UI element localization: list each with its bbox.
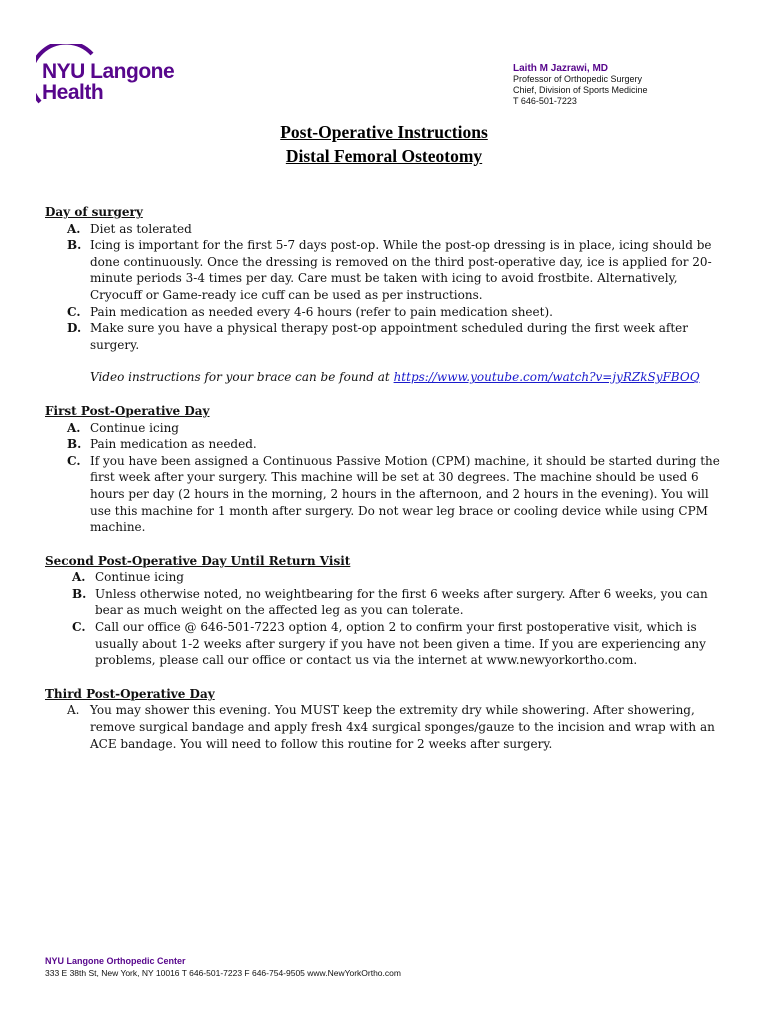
document-subtitle: Distal Femoral Osteotomy <box>285 146 483 166</box>
footer-address: 333 E 38th St, New York, NY 10016 T 646-501-7223 F 646-754-9505 www.NewYorkOrtho.com <box>45 968 401 978</box>
footer-org: NYU Langone Orthopedic Center <box>45 956 186 966</box>
list-item: B. Unless otherwise noted, no weightbearing for the first 6 weeks after surgery. After 6 weeks, you can bear as much weight on the affected leg as you can tolerate. <box>72 586 708 618</box>
list-item: C. If you have been assigned a Continuous Passive Motion (CPM) machine, it should be started during the first week after your surgery. This machine will be set at 30 degrees. The machine should be used 6 hours per day (2 hours in the morning, 2 hours in the afternoon, and 2 hours in the evening). You will use this machine for 1 month after surgery. Do not wear leg brace or cooling device while using CPM machine. <box>67 453 720 535</box>
first-day-list <box>45 420 725 536</box>
day-of-surgery-list <box>45 221 725 354</box>
logo-text-line1: NYU Langone <box>42 60 175 83</box>
video-link[interactable]: https://www.youtube.com/watch?v=jyRZkSyFBOQ <box>393 370 700 385</box>
third-day-list <box>45 702 725 752</box>
section-heading-first-day: First Post-Operative Day <box>45 403 210 418</box>
list-item: A. Diet as tolerated <box>67 221 192 236</box>
document-title: Post-Operative Instructions <box>280 122 488 142</box>
list-item: B. Pain medication as needed. <box>67 437 257 452</box>
doctor-phone: T 646-501-7223 <box>513 96 577 106</box>
list-item: C. Call our office @ 646-501-7223 option 4, option 2 to confirm your first postoperative visit, which is usually about 1-2 weeks after surgery if you have not been given a time. If you are experiencing any problems, please call our office or contact us via the internet at www.newyorkortho.com. <box>72 620 706 668</box>
list-item: A. Continue icing <box>72 570 184 585</box>
page-footer <box>45 955 401 979</box>
doctor-name: Laith M Jazrawi, MD <box>513 63 609 74</box>
logo-text-line2: Health <box>42 81 104 104</box>
list-item: A. Continue icing <box>67 420 179 435</box>
list-item: B. Icing is important for the first 5-7 days post-op. While the post-op dressing is in place, icing should be done continuously. Once the dressing is removed on the third post-operative day, ice is applied for 20-minute periods 3-4 times per day. Care must be taken with icing to avoid frostbite. Alternatively, Cryocuff or Game-ready ice cuff can be used as per instructions. <box>67 238 712 302</box>
instructions-body <box>45 204 725 752</box>
nyu-langone-logo <box>36 44 176 106</box>
doctor-title-2: Chief, Division of Sports Medicine <box>513 85 648 95</box>
list-item: A. You may shower this evening. You MUST keep the extremity dry while showering. After showering, remove surgical bandage and apply fresh 4x4 surgical sponges/gauze to the incision and wrap with an ACE bandage. You will need to follow this routine for 2 weeks after surgery. <box>67 703 715 751</box>
doctor-title-1: Professor of Orthopedic Surgery <box>513 74 643 84</box>
section-heading-second-day: Second Post-Operative Day Until Return Visit <box>45 553 351 568</box>
section-heading-third-day: Third Post-Operative Day <box>45 686 215 701</box>
doctor-info <box>513 63 648 107</box>
section-heading-day-of-surgery: Day of surgery <box>45 205 143 219</box>
second-day-list <box>45 569 725 669</box>
list-item: D. Make sure you have a physical therapy post-op appointment scheduled during the first week after surgery. <box>67 321 689 352</box>
list-item: C. Pain medication as needed every 4-6 hours (refer to pain medication sheet). <box>67 304 553 319</box>
video-instructions: Video instructions for your brace can be found at https://www.youtube.com/watch?v=jyRZkSyFBOQ <box>90 370 700 385</box>
